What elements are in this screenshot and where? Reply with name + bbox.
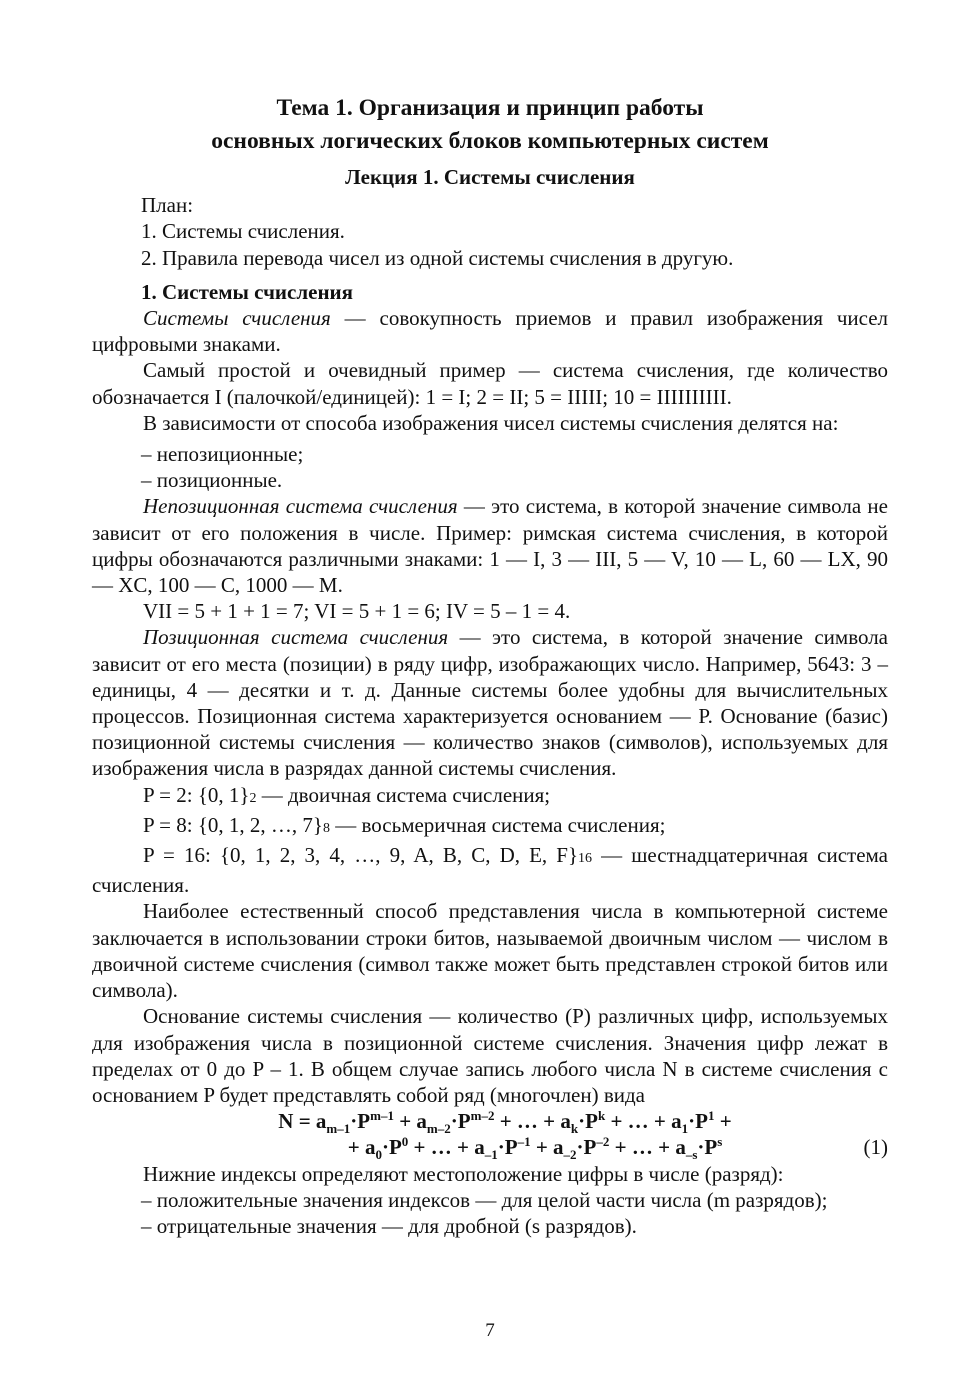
list-item-positive-indices: – положительные значения индексов — для целой части числа (m разрядов); bbox=[141, 1187, 828, 1212]
definition-term: Системы счисления bbox=[143, 306, 331, 331]
classification-paragraph: В зависимости от способа изображения чисел системы счисления делятся на: bbox=[143, 410, 839, 435]
lecture-title: Лекция 1. Системы счисления bbox=[345, 165, 635, 189]
octal-base-line: P = 8: {0, 1, 2, …, 7}8 — восьмеричная система счисления; bbox=[143, 812, 666, 837]
positional-term: Позиционная система счисления bbox=[143, 625, 449, 650]
roman-examples: VII = 5 + 1 + 1 = 7; VI = 5 + 1 = 6; IV = 5 – 1 = 4. bbox=[143, 599, 571, 624]
plan-item-2: 2. Правила перевода чисел из одной системы счисления в другую. bbox=[141, 245, 734, 270]
nonpositional-term: Непозиционная система счисления bbox=[143, 494, 458, 519]
page-number: 7 bbox=[485, 1320, 495, 1341]
plan-label: План: bbox=[141, 193, 194, 218]
plan-item-1: 1. Системы счисления. bbox=[141, 219, 345, 244]
section-heading: 1. Системы счисления bbox=[141, 279, 353, 304]
positional-text: — это система, в которой значение символа зависит от его места (позиции) в ряду цифр, изображающих число. Например, 5643: 3 – единицы, 4 — десятки и т. д. Данные системы более удобны для вычислительных процессов. Позиционная система характеризуется основанием — P. Основание (базис) позиционной системы счисления — количество знаков (символов), используемых для изображения числа в разрядах данной системы счисления. bbox=[92, 625, 888, 781]
natural-representation-paragraph: Наиболее естественный способ представления числа в компьютерной системе заключается в использовании строки битов, называемой двоичным числом — числом в двоичной системе счисления (символ также может быть представлен строкой битов или символа). bbox=[92, 899, 888, 1003]
topic-title-line-2: основных логических блоков компьютерных систем bbox=[211, 128, 769, 154]
topic-title-line-1: Тема 1. Организация и принцип работы bbox=[276, 95, 704, 121]
definition-text: — совокупность приемов и правил изображения чисел цифровыми знаками. bbox=[92, 306, 888, 357]
base-definition-paragraph: Основание системы счисления — количество (P) различных цифр, используемых для изображения числа в позиционной системе счисления. Значения цифр лежат в пределах от 0 до P – 1. В общем случае запись любого числа N в системе счисления с основанием P будет представлять собой ряд (многочлен) вида bbox=[92, 1004, 888, 1107]
nonpositional-text: — это система, в которой значение символа не зависит от его положения в числе. Пример: римская система счисления, в которой цифры обозначаются различными знаками: 1 — I, 3 — III, 5 — V, 10 — L, 60 — LX, 90 — XC, 100 — C, 1000 — M. bbox=[92, 494, 888, 598]
equation-number: (1) bbox=[863, 1135, 888, 1160]
list-item-negative-indices: – отрицательные значения — для дробной (s разрядов). bbox=[141, 1213, 637, 1238]
indices-paragraph: Нижние индексы определяют местоположение цифры в числе (разряд): bbox=[143, 1161, 784, 1186]
hex-base-line: P = 16: {0, 1, 2, 3, 4, …, 9, A, B, C, D, E, F}16 — шестнадцатеричная система счисления. bbox=[92, 843, 888, 898]
positional-paragraph bbox=[92, 624, 888, 781]
simple-example-paragraph: Самый простой и очевидный пример — система счисления, где количество обозначается I (палочкой/единицей): 1 = I; 2 = II; 5 = IIIII; 10 = IIIIIIIIII. bbox=[92, 358, 888, 409]
binary-base-line: P = 2: {0, 1}2 — двоичная система счисления; bbox=[143, 782, 551, 807]
definition-paragraph bbox=[92, 305, 888, 357]
nonpositional-paragraph bbox=[92, 493, 888, 598]
list-item-positional: – позиционные. bbox=[141, 468, 283, 493]
formula-line-2: + $a_0\cdot P^0$ + … + $a_{-1}\cdot P^{-1} + a_{-2}\cdot P^{-2}$ + … + $a_{-s}\cdot P^s$ (1) bbox=[347, 1134, 888, 1163]
list-item-nonpositional: – непозиционные; bbox=[141, 442, 304, 467]
formula-line-1: $N = a_{m-1}\cdot P^{m-1} + a_{m-2}\cdot P^{m-2}$ + … + $a_k\cdot P^k$ + … + $a_1\cdot P^1$ + bbox=[278, 1108, 732, 1137]
